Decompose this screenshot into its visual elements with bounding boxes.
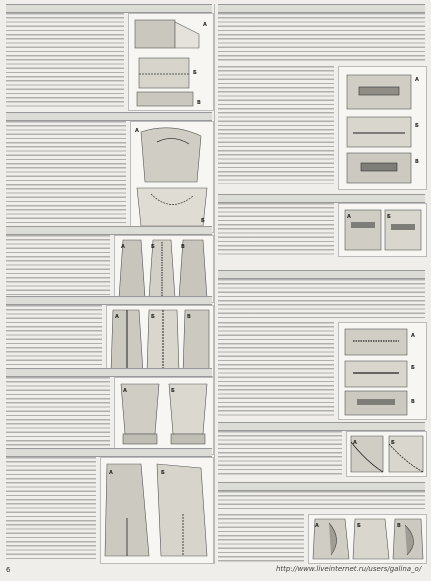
svg-text:Б: Б (391, 440, 395, 446)
section-stitched-cuff (6, 368, 212, 394)
section-text-continued (218, 514, 304, 562)
svg-text:А: А (123, 388, 127, 394)
svg-text:Б: Б (415, 123, 419, 129)
svg-text:В: В (187, 314, 191, 320)
section-zipper-pocket (218, 270, 425, 405)
svg-text:Б: Б (171, 388, 175, 394)
figure-zipper-placket (106, 305, 214, 377)
figure-zipper-pocket (338, 322, 427, 420)
section-title (6, 112, 212, 121)
sleeve-setting-diagram (131, 122, 213, 232)
figure-frame-pocket (338, 66, 427, 190)
section-side-pocket (218, 422, 425, 446)
section-text (6, 457, 96, 562)
section-zipper-edging (6, 226, 212, 250)
figure-side-pocket (346, 431, 427, 477)
section-text (218, 279, 425, 319)
figure-stitched-cuff (114, 377, 214, 455)
section-text (6, 377, 110, 453)
section-welt-pocket (218, 194, 425, 220)
svg-text:А: А (203, 22, 207, 28)
section-text (6, 235, 110, 301)
stitched-cuff-diagram (115, 378, 213, 454)
section-text (218, 431, 342, 475)
section-text-continued (218, 66, 334, 184)
section-seam-pocket (218, 482, 425, 529)
svg-text:Б: Б (411, 365, 415, 371)
svg-text:Б: Б (193, 70, 197, 76)
section-title (6, 226, 212, 235)
svg-text:А: А (411, 333, 415, 339)
svg-text:А: А (415, 77, 419, 83)
svg-text:Б: Б (201, 218, 205, 224)
section-title (6, 368, 212, 377)
svg-text:Б: Б (357, 523, 361, 529)
section-text (218, 491, 425, 511)
sleeve-slit-diagram (101, 458, 213, 563)
section-title (6, 4, 212, 13)
section-title (218, 270, 425, 279)
svg-text:В: В (397, 523, 401, 529)
section-text (6, 305, 102, 375)
svg-text:А: А (109, 470, 113, 476)
svg-text:В: В (411, 399, 415, 405)
section-frame-pocket (218, 4, 425, 165)
zipper-edging-diagram (115, 236, 213, 302)
svg-text:Б: Б (161, 470, 165, 476)
section-zipper-placket (6, 296, 212, 320)
svg-text:А: А (121, 244, 125, 250)
svg-text:В: В (181, 244, 185, 250)
section-shoulder-seam (6, 4, 212, 106)
svg-text:А: А (115, 314, 119, 320)
figure-sleeve-slit (100, 457, 214, 564)
figure-sleeve-setting (130, 121, 214, 233)
magazine-page (6, 4, 425, 576)
frame-pocket-diagram (339, 67, 426, 189)
column-divider (214, 4, 215, 564)
figure-zipper-edging (114, 235, 214, 303)
svg-text:В: В (415, 159, 419, 165)
page-number: 6 (6, 566, 11, 574)
section-text (6, 121, 126, 231)
figure-seam-pocket (308, 514, 427, 564)
svg-text:А: А (135, 128, 139, 134)
zipper-placket-diagram (107, 306, 213, 376)
figure-welt-pocket (338, 203, 427, 257)
section-title (218, 4, 425, 13)
svg-text:Б: Б (151, 314, 155, 320)
section-title (218, 194, 425, 203)
section-sleeve-setting (6, 112, 212, 224)
side-pocket-diagram (347, 432, 426, 476)
svg-text:А: А (347, 214, 351, 220)
section-text-continued (218, 322, 334, 418)
svg-text:В: В (197, 100, 201, 106)
zipper-pocket-diagram (339, 323, 426, 419)
section-text (218, 203, 334, 255)
section-title (218, 482, 425, 491)
section-text (218, 13, 425, 63)
section-text (6, 13, 124, 109)
figure-shoulder-seam (128, 13, 214, 111)
section-title (6, 296, 212, 305)
welt-pocket-diagram (339, 204, 426, 256)
section-title (6, 448, 212, 457)
watermark-url: http://www.liveinternet.ru/users/galina_o/ (276, 565, 422, 573)
seam-pocket-diagram (309, 515, 426, 563)
svg-text:Б: Б (151, 244, 155, 250)
shoulder-seam-diagram (129, 14, 213, 110)
svg-text:А: А (315, 523, 319, 529)
svg-text:Б: Б (387, 214, 391, 220)
right-column (218, 4, 425, 564)
section-title (218, 422, 425, 431)
svg-text:А: А (353, 440, 357, 446)
section-sleeve-slit (6, 448, 212, 476)
left-column (6, 4, 212, 564)
